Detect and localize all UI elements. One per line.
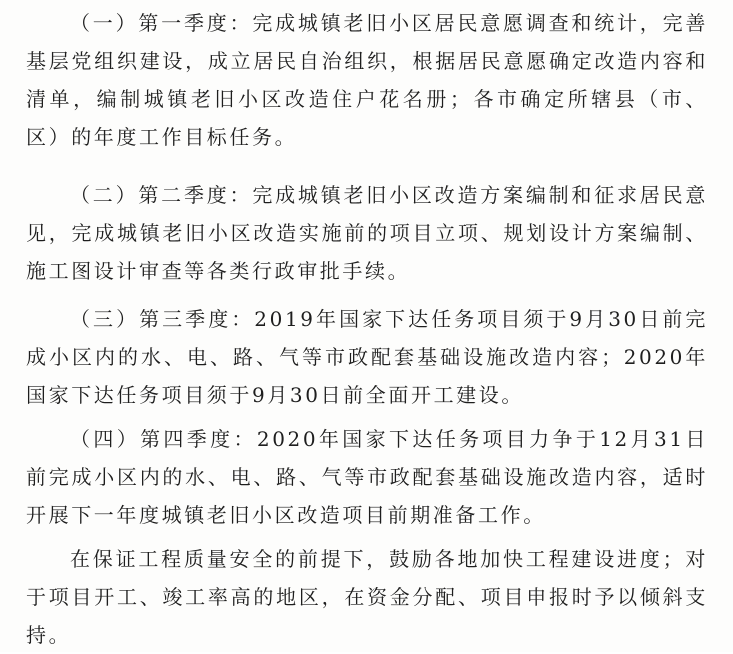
paragraph-quality-support: 在保证工程质量安全的前提下，鼓励各地加快工程建设进度；对于项目开工、竣工率高的地区，在资金分配、项目申报时予以倾斜支持。 — [26, 547, 708, 647]
paragraph-second-quarter: （二）第二季度：完成城镇老旧小区改造方案编制和征求居民意见，完成城镇老旧小区改造实施前的项目立项、规划设计方案编制、施工图设计审查等各类行政审批手续。 — [26, 183, 708, 283]
paragraph-first-quarter: （一）第一季度：完成城镇老旧小区居民意愿调查和统计，完善基层党组织建设，成立居民自治组织，根据居民意愿确定改造内容和清单，编制城镇老旧小区改造住户花名册；各市确定所辖县（市、区）的年度工作目标任务。 — [26, 11, 708, 149]
paragraph-fourth-quarter: （四）第四季度：2020年国家下达任务项目力争于12月31日前完成小区内的水、电、路、气等市政配套基础设施改造内容，适时开展下一年度城镇老旧小区改造项目前期准备工作。 — [26, 427, 708, 527]
paragraph-third-quarter: （三）第三季度：2019年国家下达任务项目须于9月30日前完成小区内的水、电、路、气等市政配套基础设施改造内容；2020年国家下达任务项目须于9月30日前全面开工建设。 — [26, 307, 708, 407]
